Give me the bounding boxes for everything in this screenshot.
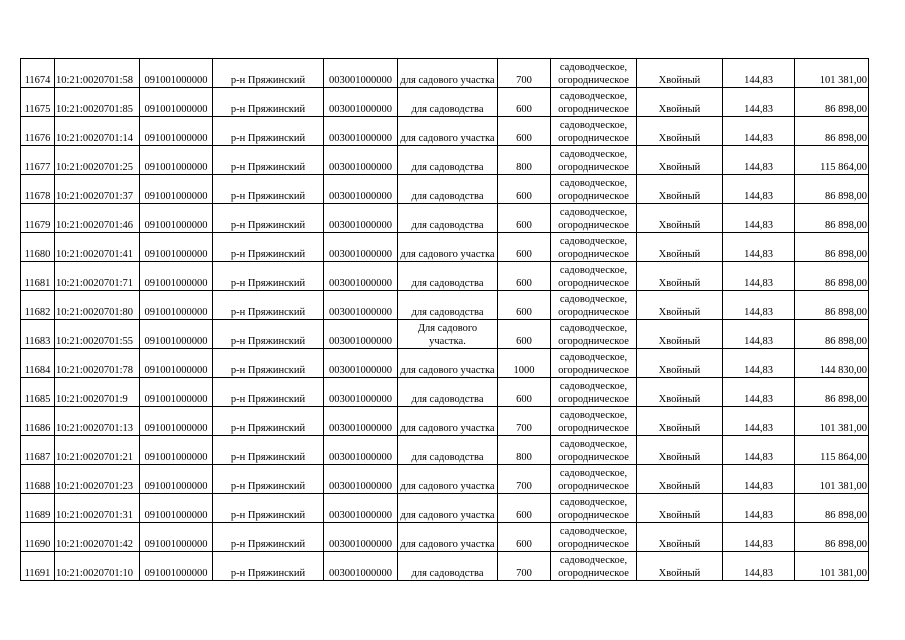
row-number-cell: 11679 [21,204,55,233]
oktmo-code-cell: 003001000000 [324,436,398,465]
district-cell: р-н Пряжинский [213,320,324,349]
locality-cell: Хвойный [637,494,723,523]
okato-code-cell: 091001000000 [140,175,213,204]
table-row [21,146,869,175]
specific-value-cell: 144,83 [723,175,795,204]
permitted-use-cell: для садоводства [398,204,498,233]
area-cell: 700 [498,59,551,88]
okato-code-cell: 091001000000 [140,465,213,494]
cadastral-value-cell: 115 864,00 [795,436,869,465]
permitted-use-cell: для садоводства [398,436,498,465]
oktmo-code-cell: 003001000000 [324,523,398,552]
locality-cell: Хвойный [637,204,723,233]
area-cell: 800 [498,146,551,175]
specific-value-cell: 144,83 [723,436,795,465]
specific-value-cell: 144,83 [723,378,795,407]
oktmo-code-cell: 003001000000 [324,291,398,320]
table-row [21,291,869,320]
locality-cell: Хвойный [637,59,723,88]
cadastral-value-cell: 86 898,00 [795,262,869,291]
cadastral-number-cell: 10:21:0020701:25 [55,146,140,175]
area-cell: 600 [498,204,551,233]
row-number-cell: 11690 [21,523,55,552]
use-category-cell: садоводческое, огородническое [551,349,637,378]
oktmo-code-cell: 003001000000 [324,233,398,262]
district-cell: р-н Пряжинский [213,204,324,233]
okato-code-cell: 091001000000 [140,146,213,175]
permitted-use-cell: для садоводства [398,552,498,581]
okato-code-cell: 091001000000 [140,552,213,581]
cadastral-number-cell: 10:21:0020701:58 [55,59,140,88]
locality-cell: Хвойный [637,291,723,320]
area-cell: 600 [498,320,551,349]
table-row [21,88,869,117]
specific-value-cell: 144,83 [723,407,795,436]
locality-cell: Хвойный [637,523,723,552]
oktmo-code-cell: 003001000000 [324,349,398,378]
area-cell: 600 [498,233,551,262]
cadastral-number-cell: 10:21:0020701:9 [55,378,140,407]
okato-code-cell: 091001000000 [140,523,213,552]
specific-value-cell: 144,83 [723,320,795,349]
okato-code-cell: 091001000000 [140,436,213,465]
okato-code-cell: 091001000000 [140,262,213,291]
specific-value-cell: 144,83 [723,291,795,320]
use-category-cell: садоводческое, огородническое [551,407,637,436]
cadastral-number-cell: 10:21:0020701:85 [55,88,140,117]
locality-cell: Хвойный [637,378,723,407]
table-row [21,349,869,378]
district-cell: р-н Пряжинский [213,465,324,494]
row-number-cell: 11686 [21,407,55,436]
locality-cell: Хвойный [637,552,723,581]
table-row [21,59,869,88]
okato-code-cell: 091001000000 [140,59,213,88]
table-row [21,465,869,494]
cadastral-number-cell: 10:21:0020701:55 [55,320,140,349]
use-category-cell: садоводческое, огородническое [551,88,637,117]
cadastral-number-cell: 10:21:0020701:31 [55,494,140,523]
cadastral-number-cell: 10:21:0020701:37 [55,175,140,204]
cadastral-value-cell: 86 898,00 [795,117,869,146]
okato-code-cell: 091001000000 [140,407,213,436]
okato-code-cell: 091001000000 [140,378,213,407]
cadastral-value-cell: 86 898,00 [795,494,869,523]
use-category-cell: садоводческое, огородническое [551,465,637,494]
row-number-cell: 11677 [21,146,55,175]
cadastral-value-cell: 144 830,00 [795,349,869,378]
area-cell: 600 [498,88,551,117]
area-cell: 600 [498,117,551,146]
use-category-cell: садоводческое, огородническое [551,552,637,581]
district-cell: р-н Пряжинский [213,291,324,320]
area-cell: 600 [498,175,551,204]
row-number-cell: 11689 [21,494,55,523]
district-cell: р-н Пряжинский [213,146,324,175]
district-cell: р-н Пряжинский [213,378,324,407]
cadastral-value-cell: 101 381,00 [795,465,869,494]
table-body [21,59,869,581]
permitted-use-cell: для садового участка [398,465,498,494]
district-cell: р-н Пряжинский [213,552,324,581]
use-category-cell: садоводческое, огородническое [551,378,637,407]
district-cell: р-н Пряжинский [213,523,324,552]
district-cell: р-н Пряжинский [213,88,324,117]
locality-cell: Хвойный [637,146,723,175]
cadastral-value-cell: 86 898,00 [795,291,869,320]
table-row [21,233,869,262]
cadastral-value-cell: 86 898,00 [795,233,869,262]
specific-value-cell: 144,83 [723,552,795,581]
okato-code-cell: 091001000000 [140,320,213,349]
use-category-cell: садоводческое, огородническое [551,204,637,233]
cadastral-value-cell: 86 898,00 [795,175,869,204]
table-row [21,175,869,204]
specific-value-cell: 144,83 [723,88,795,117]
table-row [21,204,869,233]
cadastral-value-cell: 86 898,00 [795,320,869,349]
row-number-cell: 11681 [21,262,55,291]
specific-value-cell: 144,83 [723,262,795,291]
okato-code-cell: 091001000000 [140,494,213,523]
okato-code-cell: 091001000000 [140,204,213,233]
area-cell: 600 [498,262,551,291]
row-number-cell: 11683 [21,320,55,349]
area-cell: 600 [498,378,551,407]
oktmo-code-cell: 003001000000 [324,146,398,175]
cadastral-number-cell: 10:21:0020701:71 [55,262,140,291]
oktmo-code-cell: 003001000000 [324,175,398,204]
cadastral-number-cell: 10:21:0020701:41 [55,233,140,262]
cadastral-value-cell: 101 381,00 [795,407,869,436]
permitted-use-cell: для садового участка [398,494,498,523]
oktmo-code-cell: 003001000000 [324,378,398,407]
row-number-cell: 11687 [21,436,55,465]
specific-value-cell: 144,83 [723,204,795,233]
okato-code-cell: 091001000000 [140,88,213,117]
area-cell: 700 [498,552,551,581]
permitted-use-cell: для садового участка [398,233,498,262]
district-cell: р-н Пряжинский [213,59,324,88]
cadastral-value-table [20,58,869,581]
area-cell: 600 [498,523,551,552]
row-number-cell: 11676 [21,117,55,146]
cadastral-value-cell: 115 864,00 [795,146,869,175]
row-number-cell: 11684 [21,349,55,378]
row-number-cell: 11688 [21,465,55,494]
specific-value-cell: 144,83 [723,494,795,523]
permitted-use-cell: для садоводства [398,88,498,117]
district-cell: р-н Пряжинский [213,494,324,523]
cadastral-number-cell: 10:21:0020701:13 [55,407,140,436]
oktmo-code-cell: 003001000000 [324,59,398,88]
oktmo-code-cell: 003001000000 [324,204,398,233]
district-cell: р-н Пряжинский [213,233,324,262]
cadastral-value-cell: 86 898,00 [795,88,869,117]
oktmo-code-cell: 003001000000 [324,88,398,117]
table-row [21,117,869,146]
use-category-cell: садоводческое, огородническое [551,523,637,552]
specific-value-cell: 144,83 [723,233,795,262]
specific-value-cell: 144,83 [723,117,795,146]
locality-cell: Хвойный [637,320,723,349]
row-number-cell: 11680 [21,233,55,262]
locality-cell: Хвойный [637,407,723,436]
use-category-cell: садоводческое, огородническое [551,175,637,204]
permitted-use-cell: для садового участка [398,523,498,552]
permitted-use-cell: для садового участка [398,349,498,378]
oktmo-code-cell: 003001000000 [324,494,398,523]
area-cell: 600 [498,494,551,523]
oktmo-code-cell: 003001000000 [324,320,398,349]
cadastral-number-cell: 10:21:0020701:21 [55,436,140,465]
cadastral-number-cell: 10:21:0020701:80 [55,291,140,320]
specific-value-cell: 144,83 [723,465,795,494]
cadastral-number-cell: 10:21:0020701:42 [55,523,140,552]
table-row [21,262,869,291]
oktmo-code-cell: 003001000000 [324,407,398,436]
row-number-cell: 11685 [21,378,55,407]
locality-cell: Хвойный [637,349,723,378]
permitted-use-cell: для садоводства [398,146,498,175]
oktmo-code-cell: 003001000000 [324,117,398,146]
table-row [21,552,869,581]
district-cell: р-н Пряжинский [213,262,324,291]
use-category-cell: садоводческое, огородническое [551,233,637,262]
table-row [21,320,869,349]
area-cell: 700 [498,407,551,436]
oktmo-code-cell: 003001000000 [324,552,398,581]
district-cell: р-н Пряжинский [213,349,324,378]
locality-cell: Хвойный [637,175,723,204]
permitted-use-cell: для садового участка [398,407,498,436]
area-cell: 800 [498,436,551,465]
oktmo-code-cell: 003001000000 [324,465,398,494]
cadastral-value-cell: 86 898,00 [795,378,869,407]
permitted-use-cell: для садоводства [398,291,498,320]
district-cell: р-н Пряжинский [213,436,324,465]
use-category-cell: садоводческое, огородническое [551,291,637,320]
use-category-cell: садоводческое, огородническое [551,436,637,465]
cadastral-value-cell: 86 898,00 [795,523,869,552]
use-category-cell: садоводческое, огородническое [551,320,637,349]
okato-code-cell: 091001000000 [140,117,213,146]
locality-cell: Хвойный [637,262,723,291]
row-number-cell: 11691 [21,552,55,581]
table-row [21,407,869,436]
table-row [21,523,869,552]
locality-cell: Хвойный [637,465,723,494]
specific-value-cell: 144,83 [723,523,795,552]
area-cell: 600 [498,291,551,320]
locality-cell: Хвойный [637,88,723,117]
permitted-use-cell: для садоводства [398,378,498,407]
locality-cell: Хвойный [637,117,723,146]
permitted-use-cell: для садового участка [398,59,498,88]
okato-code-cell: 091001000000 [140,349,213,378]
area-cell: 700 [498,465,551,494]
cadastral-number-cell: 10:21:0020701:10 [55,552,140,581]
cadastral-value-cell: 101 381,00 [795,552,869,581]
specific-value-cell: 144,83 [723,146,795,175]
district-cell: р-н Пряжинский [213,175,324,204]
okato-code-cell: 091001000000 [140,291,213,320]
area-cell: 1000 [498,349,551,378]
cadastral-number-cell: 10:21:0020701:78 [55,349,140,378]
permitted-use-cell: для садового участка [398,117,498,146]
locality-cell: Хвойный [637,436,723,465]
permitted-use-cell: Для садового участка. [398,320,498,349]
locality-cell: Хвойный [637,233,723,262]
row-number-cell: 11674 [21,59,55,88]
cadastral-value-cell: 86 898,00 [795,204,869,233]
row-number-cell: 11675 [21,88,55,117]
cadastral-number-cell: 10:21:0020701:46 [55,204,140,233]
district-cell: р-н Пряжинский [213,117,324,146]
use-category-cell: садоводческое, огородническое [551,146,637,175]
district-cell: р-н Пряжинский [213,407,324,436]
table-row [21,378,869,407]
use-category-cell: садоводческое, огородническое [551,494,637,523]
row-number-cell: 11682 [21,291,55,320]
cadastral-value-cell: 101 381,00 [795,59,869,88]
use-category-cell: садоводческое, огородническое [551,262,637,291]
table-row [21,494,869,523]
okato-code-cell: 091001000000 [140,233,213,262]
table-row [21,436,869,465]
cadastral-number-cell: 10:21:0020701:23 [55,465,140,494]
oktmo-code-cell: 003001000000 [324,262,398,291]
permitted-use-cell: для садоводства [398,262,498,291]
specific-value-cell: 144,83 [723,59,795,88]
permitted-use-cell: для садоводства [398,175,498,204]
specific-value-cell: 144,83 [723,349,795,378]
cadastral-number-cell: 10:21:0020701:14 [55,117,140,146]
use-category-cell: садоводческое, огородническое [551,117,637,146]
use-category-cell: садоводческое, огородническое [551,59,637,88]
row-number-cell: 11678 [21,175,55,204]
